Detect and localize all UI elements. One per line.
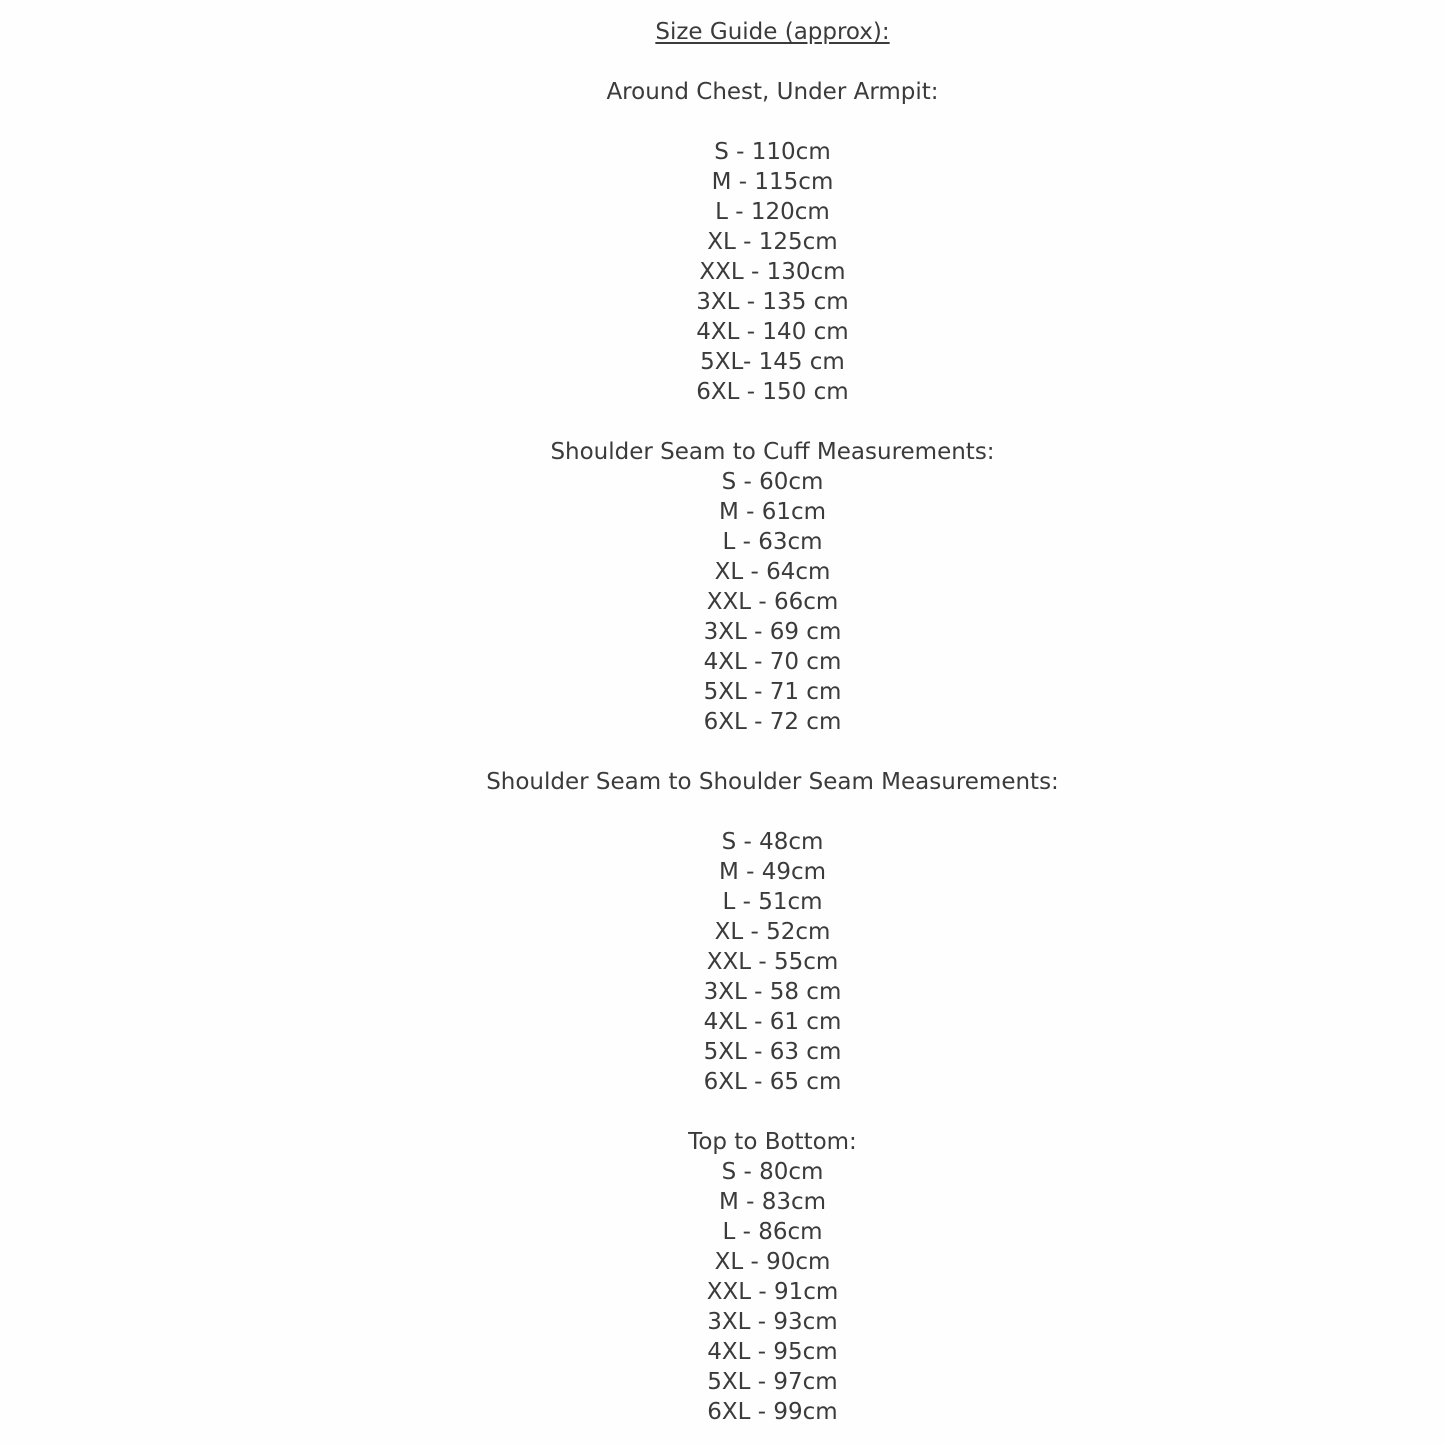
size-line: M - 49cm	[718, 859, 827, 885]
size-line: XL - 64cm	[714, 559, 831, 585]
size-line: XL - 125cm	[707, 229, 838, 255]
size-line: M - 61cm	[718, 499, 827, 525]
size-line: XXL - 66cm	[706, 589, 839, 615]
size-line: 3XL - 135 cm	[696, 289, 849, 315]
size-line: 4XL - 61 cm	[703, 1009, 842, 1035]
size-line: S - 110cm	[714, 139, 831, 165]
size-line: 6XL - 72 cm	[703, 709, 842, 735]
spacer	[100, 107, 1445, 137]
size-line: L - 63cm	[722, 529, 823, 555]
size-line: S - 80cm	[721, 1159, 824, 1185]
size-line: L - 120cm	[715, 199, 830, 225]
size-line: XXL - 130cm	[699, 259, 846, 285]
size-line: 5XL - 97cm	[707, 1369, 838, 1395]
spacer	[100, 1097, 1445, 1127]
spacer	[100, 797, 1445, 827]
size-line: 3XL - 69 cm	[703, 619, 842, 645]
spacer	[100, 407, 1445, 437]
size-line: 4XL - 70 cm	[703, 649, 842, 675]
size-line: L - 86cm	[722, 1219, 823, 1245]
size-line: 5XL- 145 cm	[700, 349, 845, 375]
size-line: M - 83cm	[718, 1189, 827, 1215]
size-line: M - 115cm	[711, 169, 834, 195]
size-line: XXL - 91cm	[706, 1279, 839, 1305]
size-line: 4XL - 140 cm	[696, 319, 849, 345]
section-heading-chest: Around Chest, Under Armpit:	[606, 79, 939, 105]
size-line: 5XL - 63 cm	[703, 1039, 842, 1065]
size-line: 6XL - 65 cm	[703, 1069, 842, 1095]
size-line: 6XL - 99cm	[707, 1399, 838, 1425]
size-line: L - 51cm	[722, 889, 823, 915]
size-line: 3XL - 93cm	[707, 1309, 838, 1335]
section-heading-top-to-bottom: Top to Bottom:	[688, 1129, 857, 1155]
page-title: Size Guide (approx):	[655, 19, 890, 45]
size-line: 4XL - 95cm	[707, 1339, 838, 1365]
spacer	[100, 47, 1445, 77]
section-heading-shoulder: Shoulder Seam to Shoulder Seam Measurements:	[486, 769, 1059, 795]
section-heading-cuff: Shoulder Seam to Cuff Measurements:	[550, 439, 995, 465]
size-line: XL - 90cm	[714, 1249, 831, 1275]
size-line: S - 48cm	[721, 829, 824, 855]
size-line: XXL - 55cm	[706, 949, 839, 975]
size-line: S - 60cm	[721, 469, 824, 495]
spacer	[100, 737, 1445, 767]
size-line: 5XL - 71 cm	[703, 679, 842, 705]
size-line: 6XL - 150 cm	[696, 379, 849, 405]
size-line: XL - 52cm	[714, 919, 831, 945]
size-line: 3XL - 58 cm	[703, 979, 842, 1005]
